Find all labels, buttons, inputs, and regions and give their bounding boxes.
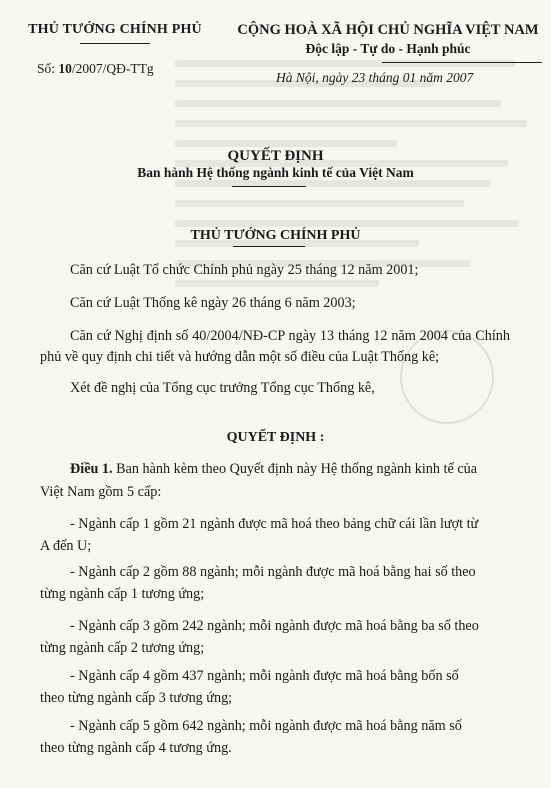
level-1-line-1: - Ngành cấp 1 gồm 21 ngành được mã hoá theo bảng chữ cái lần lượt từ (70, 516, 479, 532)
motto-underline (382, 62, 542, 63)
authority-underline (233, 246, 305, 247)
doc-number-bold: 10 (58, 61, 72, 76)
document-number (37, 61, 154, 77)
level-5-line-2: theo từng ngành cấp 4 tương ứng. (40, 740, 232, 756)
level-4-line-2: theo từng ngành cấp 3 tương ứng; (40, 690, 233, 706)
document-title: QUYẾT ĐỊNH (227, 148, 324, 164)
doc-number-prefix: Số: (37, 61, 59, 76)
title-underline (232, 186, 306, 187)
document-subtitle: Ban hành Hệ thống ngành kinh tế của Việt Nam (137, 165, 414, 180)
level-4-line-1: - Ngành cấp 4 gồm 437 ngành; mỗi ngành được mã hoá bằng bốn số (70, 668, 459, 684)
national-header-block (232, 22, 544, 63)
article-1-label: Điều 1. (70, 461, 113, 477)
article-1-line-2: Việt Nam gồm 5 cấp: (40, 484, 162, 500)
level-3-line-1: - Ngành cấp 3 gồm 242 ngành; mỗi ngành được mã hoá bằng ba số theo (70, 618, 479, 634)
decision-heading: QUYẾT ĐỊNH : (226, 430, 325, 445)
national-title: CỘNG HOÀ XÃ HỘI CHỦ NGHĨA VIỆT NAM (237, 22, 539, 38)
issue-date: Hà Nội, ngày 23 tháng 01 năm 2007 (276, 70, 474, 85)
legal-basis-4: Xét đề nghị của Tổng cục trưởng Tổng cục Thống kê, (70, 380, 375, 396)
level-2-line-1: - Ngành cấp 2 gồm 88 ngành; mỗi ngành được mã hoá bằng hai số theo (70, 564, 476, 580)
legal-basis-2: Căn cứ Luật Thống kê ngày 26 tháng 6 năm 2003; (70, 295, 356, 311)
level-3-line-2: từng ngành cấp 2 tương ứng; (40, 640, 205, 656)
level-5-line-1: - Ngành cấp 5 gồm 642 ngành; mỗi ngành được mã hoá bằng năm số (70, 718, 462, 734)
issuing-agency: THỦ TƯỚNG CHÍNH PHỦ (28, 22, 202, 37)
level-2-line-2: từng ngành cấp 1 tương ứng; (40, 586, 205, 602)
article-1-line-1 (70, 461, 477, 478)
legal-basis-1: Căn cứ Luật Tổ chức Chính phủ ngày 25 tháng 12 năm 2001; (70, 262, 419, 278)
article-1-text: Ban hành kèm theo Quyết định này Hệ thống ngành kinh tế của (112, 461, 478, 477)
legal-basis-3: Căn cứ Nghị định số 40/2004/NĐ-CP ngày 13 tháng 12 năm 2004 của Chính phủ về quy định chi tiết và hướng dẫn một số điều của Luật Thống kê; (40, 328, 510, 365)
national-motto: Độc lập - Tự do - Hạnh phúc (305, 41, 471, 56)
issuing-agency-block (20, 22, 210, 44)
agency-underline (80, 43, 150, 44)
authority-heading: THỦ TƯỚNG CHÍNH PHỦ (190, 228, 361, 243)
doc-number-rest: /2007/QĐ-TTg (71, 61, 154, 76)
level-1-line-2: A đến U; (40, 538, 92, 554)
